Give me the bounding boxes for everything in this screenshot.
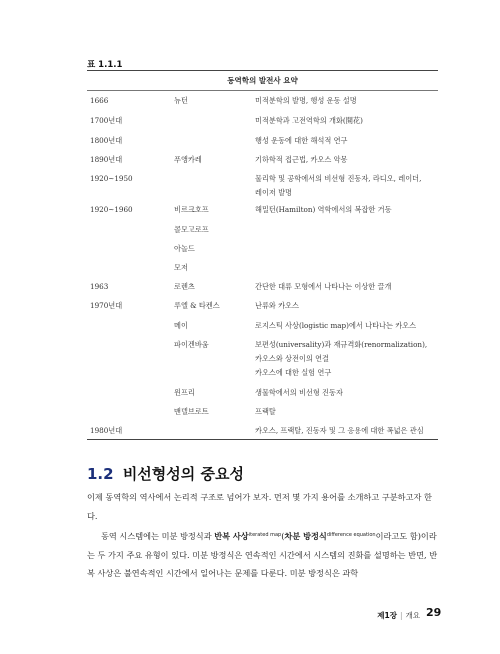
section-title: 비선형성의 중요성: [122, 465, 244, 483]
table-cell-name: 맨델브로트: [174, 407, 209, 416]
paragraph-span: (: [281, 531, 285, 541]
table-cell-year: 1800년대: [90, 136, 123, 145]
table-cell-year: 1980년대: [90, 426, 123, 435]
footer-chapter-title: 개요: [405, 611, 420, 620]
table-cell-name: 파이겐바움: [174, 340, 209, 349]
table-cell-description: 난류와 카오스: [255, 301, 299, 310]
table-cell-description: 카오스에 대한 실험 연구: [255, 368, 332, 377]
body-paragraph-2: [87, 526, 439, 583]
table-cell-description: 기하학적 접근법, 카오스 악몽: [255, 155, 348, 164]
table-cell-year: 1920~1960: [90, 205, 133, 214]
table-cell-name: 루엘 & 타켄스: [174, 301, 220, 310]
page-number: 29: [426, 606, 442, 619]
table-cell-name: 윈프리: [174, 388, 195, 397]
table-cell-description: 해밀턴(Hamilton) 역학에서의 복잡한 거동: [255, 205, 392, 214]
table-cell-name: 푸앵카레: [174, 155, 202, 164]
table-cell-description: 카오스, 프랙탈, 진동자 및 그 응용에 대한 폭넓은 관심: [255, 426, 424, 435]
section-number: 1.2: [87, 465, 114, 483]
footer-chapter: 제1장: [377, 611, 397, 620]
running-footer: [377, 610, 420, 621]
table-cell-year: 1920~1950: [90, 174, 133, 183]
paragraph-span: 이라고도 함)이라는 두 가지 주요 유형이 있다. 미분 방정식은 연속적인 시간에서 시스템의 진화를 설명하는 반면, 반복 사상은 불연속적인 시간에서 일어나는 문제를 다룬다. 미분 방정식은 과학: [87, 531, 438, 578]
term-iterated-map: 반복 사상: [214, 531, 249, 541]
table-cell-year: 1700년대: [90, 116, 123, 125]
paragraph-text: [87, 526, 439, 583]
table-cell-description: 보편성(universality)과 재규격화(renormalization),: [255, 340, 428, 349]
term-iterated-map-english: iterated map: [248, 532, 282, 538]
table-cell-name: 뉴턴: [174, 96, 188, 105]
table-bottom-rule: [87, 439, 438, 440]
table-cell-description: 물리학 및 공학에서의 비선형 진동자, 라디오, 레이더,: [255, 174, 422, 183]
table-cell-name: 콜모고로프: [174, 225, 209, 234]
table-cell-description-cont: 레이저 발명: [255, 188, 293, 197]
table-cell-year: 1890년대: [90, 155, 123, 164]
section-heading: [87, 463, 244, 484]
term-difference-equation: 차분 방정식: [284, 531, 327, 541]
term-difference-equation-english: difference equation: [326, 532, 376, 538]
table-top-rule: [87, 70, 438, 71]
table-cell-year: 1970년대: [90, 301, 123, 310]
body-paragraph-1: [87, 488, 439, 525]
table-cell-name: 메이: [174, 321, 188, 330]
table-cell-name: 로렌츠: [174, 282, 195, 291]
table-cell-name: 아놀드: [174, 244, 195, 253]
table-header-rule: [87, 90, 438, 91]
table-cell-description: 미적분학의 발명, 행성 운동 설명: [255, 96, 357, 105]
table-cell-name: 모저: [174, 263, 188, 272]
table-header: 동역학의 발전사 요약: [227, 76, 298, 85]
table-cell-description: 행성 운동에 대한 해석적 연구: [255, 136, 348, 145]
table-cell-year: 1963: [90, 282, 109, 291]
footer-separator: |: [399, 611, 403, 620]
table-cell-year: 1666: [90, 96, 109, 105]
paragraph-text: 이제 동역학의 역사에서 논리적 구조로 넘어가 보자. 먼저 몇 가지 용어를 소개하고 구분하고자 한다.: [87, 492, 432, 521]
table-cell-description-cont: 카오스와 상전이의 연결: [255, 354, 330, 363]
paragraph-span: 동역 시스템에는 미분 방정식과: [101, 531, 215, 541]
table-cell-description: 간단한 대류 모형에서 나타나는 이상한 끌개: [255, 282, 392, 291]
table-cell-description: 프랙탈: [255, 407, 276, 416]
table-cell-name: 비르크호프: [174, 205, 209, 214]
table-cell-description: 미적분학과 고전역학의 개화(開花): [255, 116, 363, 125]
table-cell-description: 로지스틱 사상(logistic map)에서 나타나는 카오스: [255, 321, 417, 330]
table-caption: 표 1.1.1: [87, 60, 123, 70]
table-cell-description: 생물학에서의 비선형 진동자: [255, 388, 343, 397]
